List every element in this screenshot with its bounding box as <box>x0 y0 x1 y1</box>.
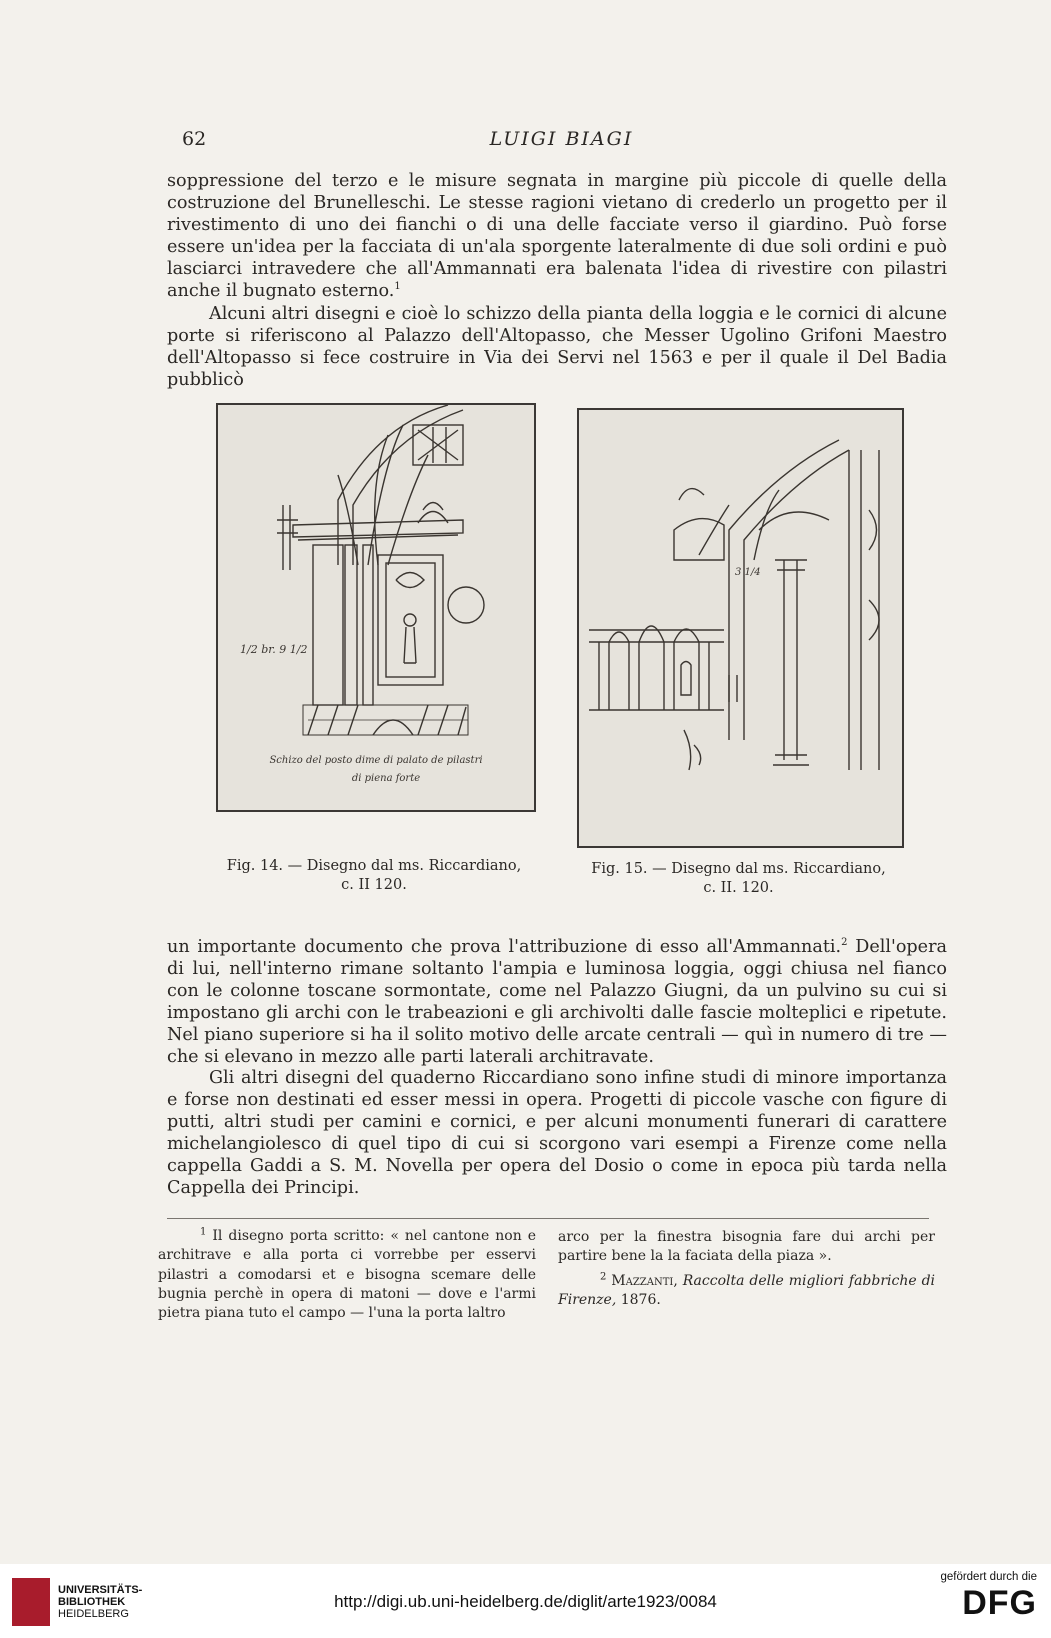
footnote-2 <box>558 1272 935 1311</box>
figure-14-caption-line2: c. II 120. <box>341 877 407 893</box>
figure-14-drawing <box>216 403 536 812</box>
figure-15-caption-line1: Fig. 15. — Disegno dal ms. Riccardiano, <box>591 861 886 877</box>
running-title: LUIGI BIAGI <box>489 128 634 150</box>
footnote-ref-2[interactable]: 2 <box>841 937 848 949</box>
figure-14-sketch <box>218 405 534 810</box>
footnote-1-continuation: arco per la finestra bisognia fare dui archi per partire bene la la faciata della piaza ». <box>558 1229 935 1265</box>
figure-15-caption-line2: c. II. 120. <box>703 880 774 896</box>
paragraph-3-text-a: un importante documento che prova l'attribuzione di esso all'Ammannati. <box>167 937 842 957</box>
paragraph-2: Alcuni altri disegni e cioè lo schizzo della pianta della loggia e le cornici di alcune porte si riferiscono al Palazzo dell'Altopasso, che Messer Ugolino Grifoni Maestro dell'Altopasso si fece costruire in Via dei Servi nel 1563 e per il quale il Del Badia pubblicò <box>167 304 947 390</box>
dfg-logo-icon: DFG <box>962 1584 1037 1622</box>
footnote-1-text: Il disegno porta scritto: « nel cantone non e architrave e alla porta ci vorrebbe per esservi pilastri a comodarsi et e bisogna scemare delle bugnia perchè in opera di matoni — dove e l'armi pietra piana tuto el campo — l'una la porta laltro <box>158 1228 536 1322</box>
footnote-2-author: Mazzanti, <box>611 1273 678 1289</box>
footnote-ref-1[interactable]: 1 <box>394 281 401 293</box>
footnote-divider <box>167 1218 929 1219</box>
figure-14-inscription-2: di piena forte <box>351 773 421 784</box>
figure-14-inscription: Schizo del posto dime di palato de pilastri <box>269 755 483 766</box>
figure-14-caption-line1: Fig. 14. — Disegno dal ms. Riccardiano, <box>226 858 522 874</box>
figure-14-margin-note: 1/2 br. 9 1/2 <box>240 643 308 656</box>
funder-caption: gefördert durch die <box>940 1571 1037 1583</box>
footnote-2-title: Raccolta delle migliori fabbriche di Firenze, <box>558 1273 936 1309</box>
paragraph-4: Gli altri disegni del quaderno Riccardiano sono infine studi di minore importanza e forse non destinati ed esser messi in opera. Progetti di piccole vasche con figure di putti, altri studi per camini e cornici, e per alcuni monumenti funerari di carattere michelangiolesco di quel tipo di cui si scorgono vari esempi a Firenze come nella cappella Gaddi a S. M. Novella per opera del Dosio o come in epoca più tarda nella Cappella dei Principi. <box>167 1068 947 1198</box>
funder-badge[interactable] <box>940 1571 1037 1623</box>
footnote-1-marker: 1 <box>200 1226 207 1238</box>
paragraph-3 <box>167 936 947 1068</box>
svg-text:3 1/4: 3 1/4 <box>735 567 761 578</box>
page-number: 62 <box>182 128 207 150</box>
paragraph-1 <box>167 170 947 302</box>
figure-15-caption <box>577 860 900 898</box>
footnote-1-left <box>158 1227 536 1323</box>
running-header <box>182 128 941 152</box>
figure-15-drawing <box>577 408 904 848</box>
library-name-line2: BIBLIOTHEK <box>58 1596 126 1608</box>
library-name-line3: HEIDELBERG <box>58 1608 129 1620</box>
permalink-url[interactable]: http://digi.ub.uni-heidelberg.de/diglit/arte1923/0084 <box>334 1592 717 1611</box>
paragraph-3-text-b: Dell'opera di lui, nell'interno rimane soltanto l'ampia e luminosa loggia, oggi chiusa nel fianco con le colonne toscane sormontate, come nel Palazzo Giugni, da un pulvino su cui si impostano gli archi con le trabeazioni e gli archivolti dalle fascie molteplici e ripetute. Nel piano superiore si ha il solito motivo delle arcate centrali — quì in numero di tre — che si elevano in mezzo alle parti laterali architravate. <box>167 937 947 1067</box>
figure-14-caption <box>216 857 532 895</box>
footnote-2-year: 1876. <box>616 1292 661 1309</box>
footnote-2-marker: 2 <box>600 1271 607 1283</box>
library-name-line1: UNIVERSITÄTS- <box>58 1584 143 1596</box>
figure-15-sketch <box>579 410 902 846</box>
paragraph-1-text: soppressione del terzo e le misure segnata in margine più piccole di quelle della costruzione del Brunelleschi. Le stesse ragioni vietano di crederlo un progetto per il rivestimento di uno dei fianchi o di una delle facciate verso il giardino. Può forse essere un'idea per la facciata di un'ala sporgente lateralmente di due soli ordini e può lasciarci intravedere che all'Ammannati era balenata l'idea di rivestire con pilastri anche il bugnato esterno. <box>167 171 947 301</box>
